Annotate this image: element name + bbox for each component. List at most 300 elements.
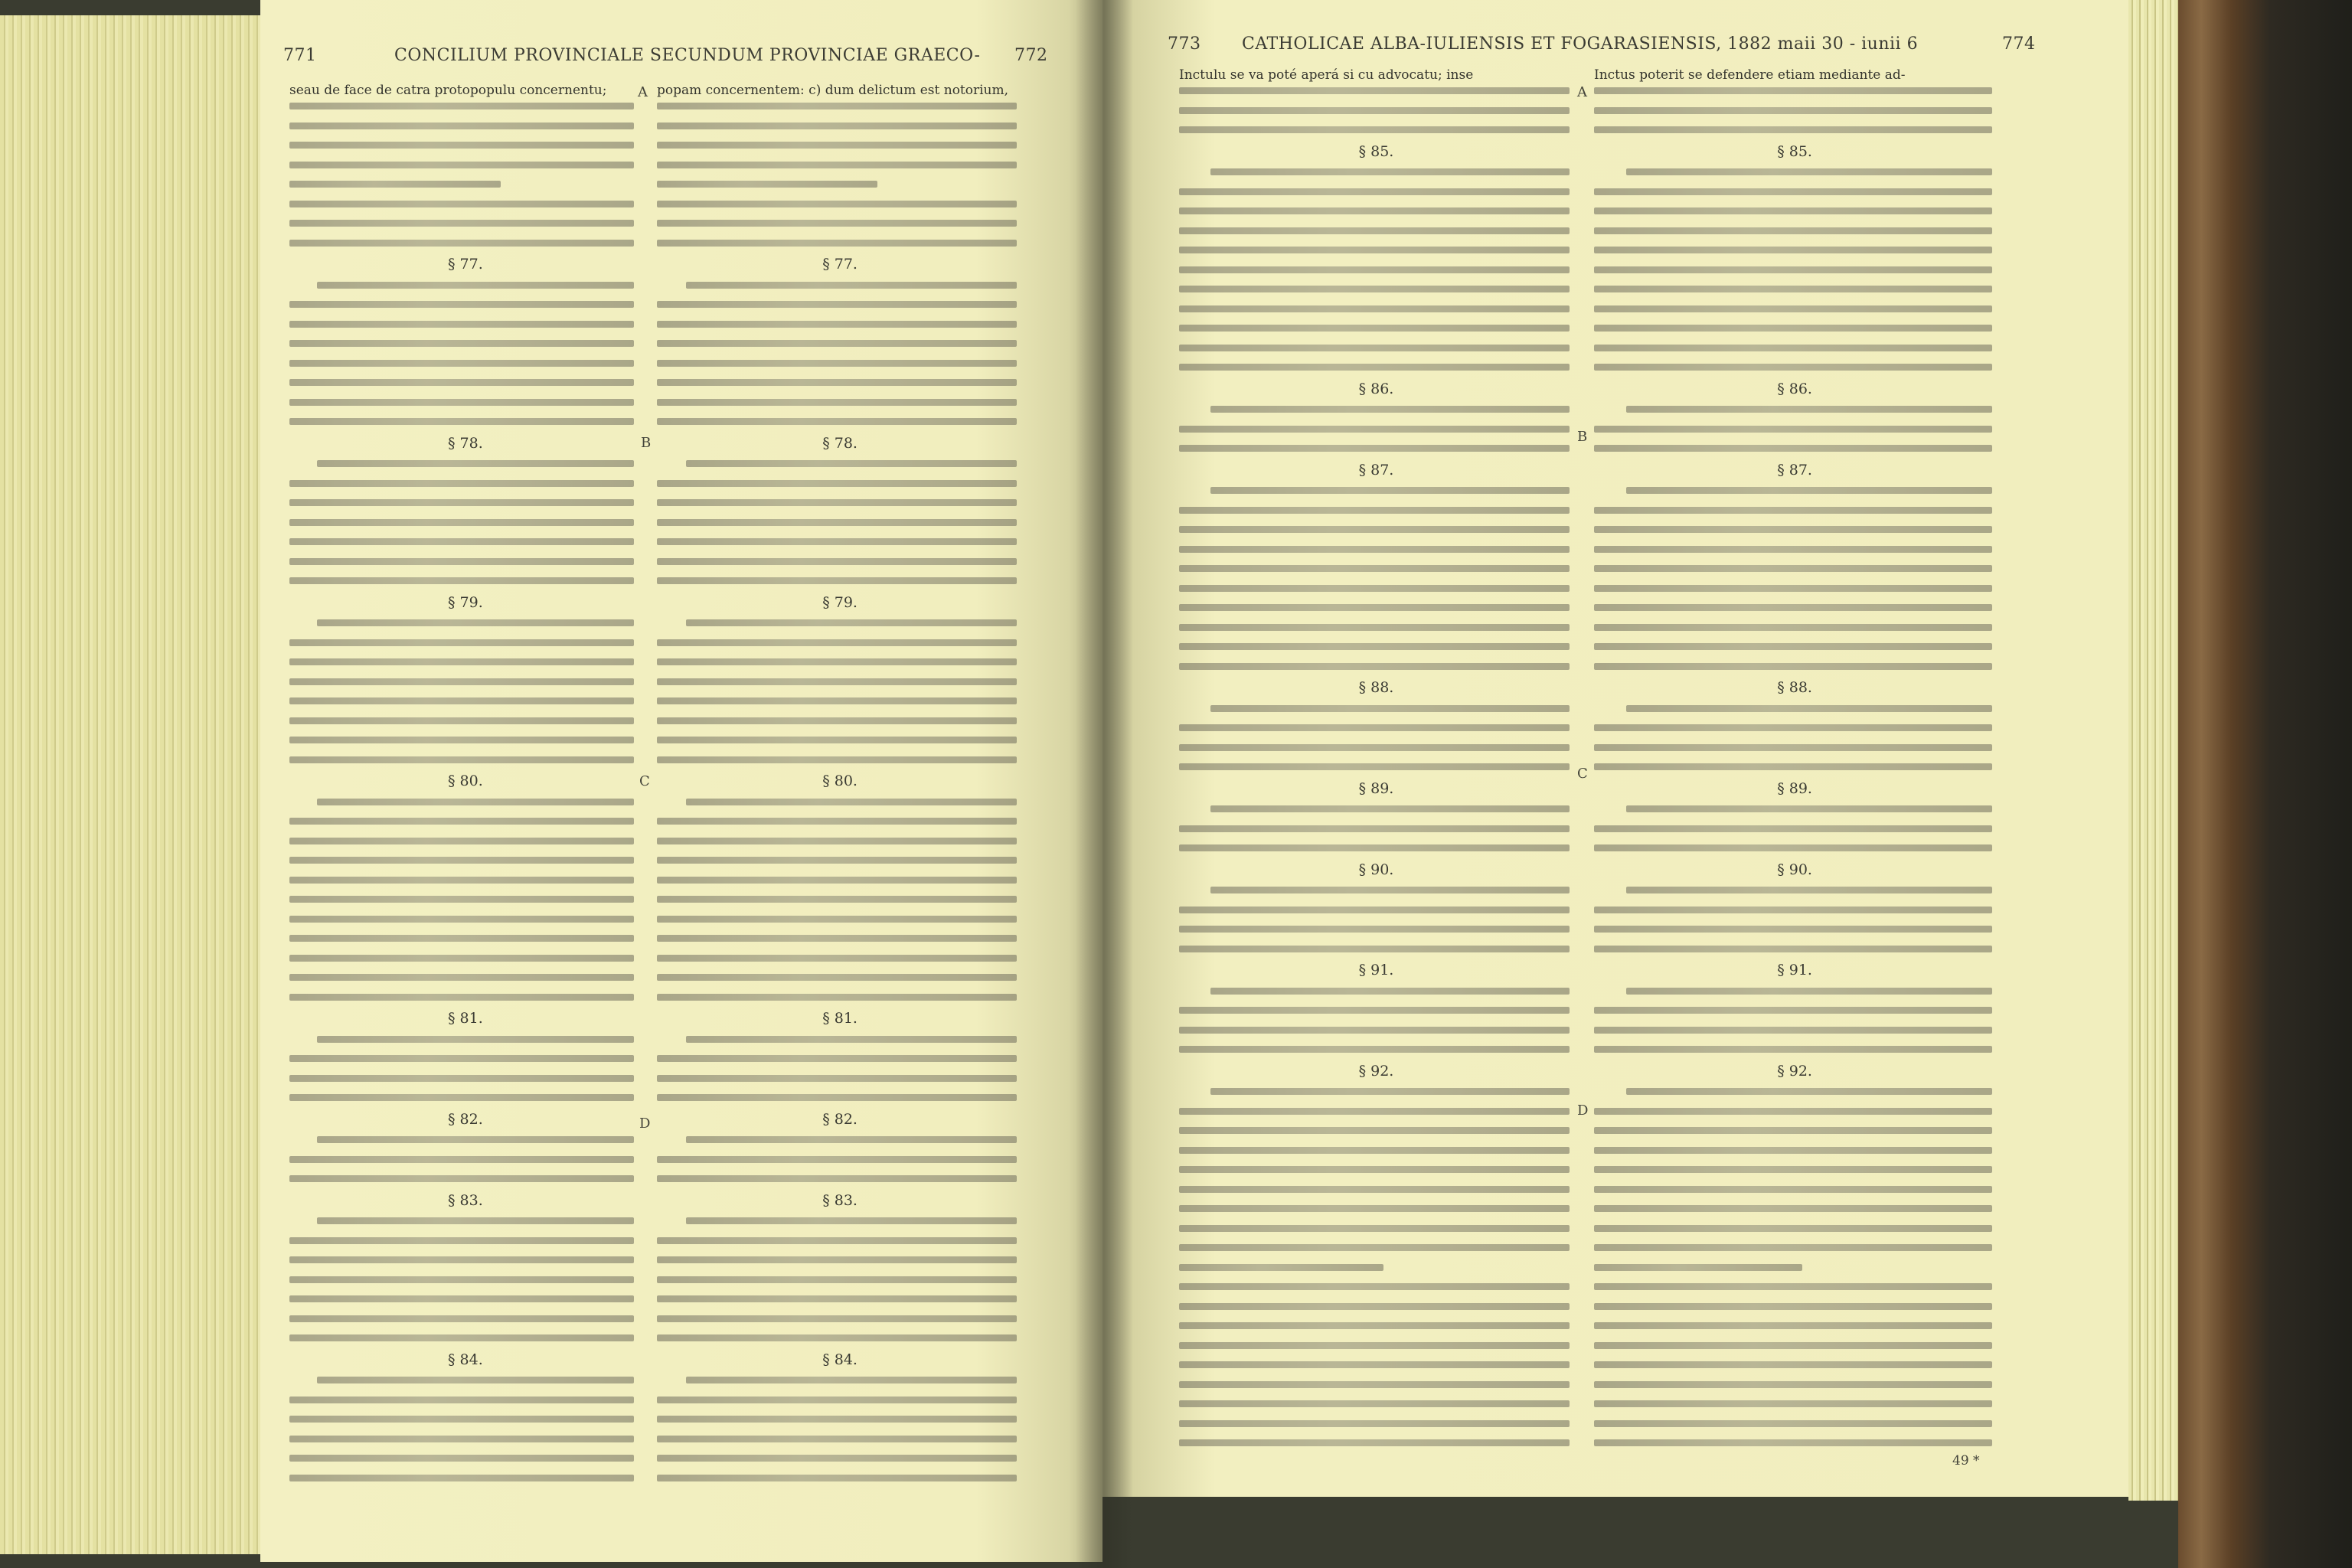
footnote-mark: 49 * [1952, 1453, 1980, 1468]
text-line [289, 399, 634, 406]
text-line [317, 619, 634, 626]
text-line [289, 301, 634, 308]
text-line [1179, 325, 1570, 332]
text-line [289, 379, 634, 386]
text-line [657, 974, 1017, 981]
text-line [1210, 887, 1570, 893]
text-line [1179, 1205, 1570, 1212]
romanian-column [289, 83, 634, 1499]
text-line [657, 538, 1017, 545]
running-header: CATHOLICAE ALBA-IULIENSIS ET FOGARASIENSIS, 1882 maii 30 - iunii 6 [1242, 34, 1919, 54]
section-heading: § 91. [1358, 962, 1394, 978]
text-line [1210, 988, 1570, 995]
text-line [1594, 1303, 1992, 1310]
text-line [289, 756, 634, 763]
text-line [1179, 1147, 1570, 1154]
page-number: 772 [1014, 46, 1048, 65]
text-line [1594, 126, 1992, 133]
text-line [289, 122, 634, 129]
text-line [1594, 426, 1992, 433]
text-line [1179, 1264, 1383, 1271]
section-heading: § 80. [448, 773, 483, 789]
text-line [1179, 1342, 1570, 1349]
text-line [657, 1055, 1017, 1062]
text-line [1210, 805, 1570, 812]
text-line [1626, 1088, 1992, 1095]
text-line [1626, 168, 1992, 175]
text-line [657, 916, 1017, 923]
text-line [1594, 1244, 1992, 1251]
section-heading: § 77. [822, 256, 858, 273]
section-heading: § 84. [822, 1351, 858, 1368]
text-line [1594, 247, 1992, 253]
text-line [1179, 247, 1570, 253]
page-number: 773 [1168, 34, 1201, 54]
text-line [289, 896, 634, 903]
text-line [289, 717, 634, 724]
text-line [686, 1217, 1017, 1224]
text-line [657, 1156, 1017, 1163]
text-line [657, 1175, 1017, 1182]
text-line [1594, 286, 1992, 292]
text-line [1594, 507, 1992, 514]
book-cover-edge [2178, 0, 2352, 1568]
section-heading: § 92. [1777, 1062, 1812, 1080]
romanian-column [1179, 67, 1570, 1484]
text-line [1594, 305, 1992, 312]
margin-letter: B [641, 435, 652, 451]
latin-column [1594, 67, 1992, 1484]
text-line [1210, 168, 1570, 175]
text-line [1179, 546, 1570, 553]
margin-letter: D [1577, 1102, 1589, 1119]
text-line [657, 519, 1017, 526]
text-line [1594, 1439, 1992, 1446]
text-line [1179, 1439, 1570, 1446]
section-heading: § 85. [1358, 142, 1394, 160]
text-line [657, 1276, 1017, 1283]
text-line [289, 1276, 634, 1283]
text-line [657, 122, 1017, 129]
text-line [289, 321, 634, 328]
text-line [657, 896, 1017, 903]
text-line [289, 201, 634, 207]
text-line [1179, 364, 1570, 371]
first-line: Inctus poterit se defendere etiam mediante ad- [1594, 67, 1906, 83]
text-line [657, 678, 1017, 685]
text-line [657, 162, 1017, 168]
text-line [1179, 1225, 1570, 1232]
text-line [1594, 1147, 1992, 1154]
text-line [657, 994, 1017, 1001]
section-heading: § 83. [448, 1191, 483, 1209]
text-line [1179, 1166, 1570, 1173]
text-line [1594, 1166, 1992, 1173]
section-heading: § 88. [1358, 679, 1394, 696]
text-line [657, 103, 1017, 109]
text-line [1626, 487, 1992, 494]
text-line [289, 916, 634, 923]
text-line [657, 1455, 1017, 1462]
text-line [289, 142, 634, 149]
text-line [1594, 227, 1992, 234]
text-line [1179, 604, 1570, 611]
text-line [1594, 364, 1992, 371]
text-line [289, 360, 634, 367]
text-line [1594, 1420, 1992, 1427]
text-line [1594, 266, 1992, 273]
section-heading: § 92. [1358, 1062, 1394, 1080]
text-line [1179, 825, 1570, 832]
text-line [289, 1436, 634, 1442]
text-line [1179, 507, 1570, 514]
section-heading: § 85. [1777, 142, 1812, 160]
section-heading: § 88. [1777, 679, 1812, 696]
text-line [289, 519, 634, 526]
text-line [1594, 87, 1992, 94]
text-line [657, 340, 1017, 347]
text-line [289, 103, 634, 109]
text-line [1594, 1322, 1992, 1329]
text-line [289, 1156, 634, 1163]
text-line [1594, 844, 1992, 851]
text-line [317, 1377, 634, 1383]
text-line [289, 974, 634, 981]
text-line [1594, 1264, 1802, 1271]
text-line [686, 1136, 1017, 1143]
text-line [657, 717, 1017, 724]
text-line [1626, 988, 1992, 995]
text-line [317, 1217, 634, 1224]
text-line [657, 1075, 1017, 1082]
text-line [1210, 1088, 1570, 1095]
margin-letter: A [1577, 84, 1587, 100]
text-line [317, 460, 634, 467]
text-line [289, 162, 634, 168]
text-line [289, 558, 634, 565]
text-line [289, 577, 634, 584]
section-heading: § 90. [1358, 861, 1394, 878]
text-line [289, 1315, 634, 1322]
text-line [1594, 207, 1992, 214]
text-line [1179, 1007, 1570, 1014]
text-line [1179, 207, 1570, 214]
text-line [1179, 1244, 1570, 1251]
text-line [317, 1136, 634, 1143]
text-line [317, 799, 634, 805]
section-heading: § 79. [448, 593, 483, 611]
text-line [289, 658, 634, 665]
text-line [1594, 1205, 1992, 1212]
text-line [1626, 406, 1992, 413]
text-line [1179, 844, 1570, 851]
text-line [1594, 1127, 1992, 1134]
margin-letter: C [1577, 766, 1588, 782]
text-line [289, 838, 634, 844]
section-heading: § 86. [1777, 380, 1812, 397]
left-page [260, 0, 1102, 1562]
text-line [1594, 825, 1992, 832]
text-line [657, 399, 1017, 406]
left-page-stack [0, 15, 260, 1554]
text-line [657, 142, 1017, 149]
text-line [1594, 325, 1992, 332]
text-line [657, 838, 1017, 844]
text-line [1179, 426, 1570, 433]
margin-letter: C [639, 773, 650, 789]
text-line [657, 1475, 1017, 1481]
text-line [657, 877, 1017, 884]
section-heading: § 81. [822, 1010, 858, 1027]
text-line [1594, 1361, 1992, 1368]
text-line [657, 737, 1017, 743]
section-heading: § 91. [1777, 962, 1812, 978]
page-number: 771 [283, 46, 317, 65]
text-line [1594, 1027, 1992, 1034]
text-line [1594, 1007, 1992, 1014]
text-line [1594, 1108, 1992, 1115]
text-line [289, 877, 634, 884]
text-line [1179, 926, 1570, 933]
margin-letter: B [1577, 429, 1588, 445]
text-line [289, 955, 634, 962]
text-line [1594, 624, 1992, 631]
text-line [1626, 805, 1992, 812]
text-line [657, 955, 1017, 962]
text-line [1179, 1400, 1570, 1407]
text-line [1179, 1127, 1570, 1134]
text-line [289, 480, 634, 487]
text-line [686, 1036, 1017, 1043]
text-line [1179, 744, 1570, 751]
right-page-stack [2128, 0, 2178, 1501]
text-line [657, 558, 1017, 565]
text-line [1179, 906, 1570, 913]
text-line [657, 1436, 1017, 1442]
text-line [657, 201, 1017, 207]
text-line [657, 639, 1017, 646]
text-line [1594, 663, 1992, 670]
text-line [1594, 188, 1992, 195]
text-line [1626, 705, 1992, 712]
text-line [289, 1475, 634, 1481]
section-heading: § 79. [822, 593, 858, 611]
text-line [289, 1295, 634, 1302]
text-line [289, 1237, 634, 1244]
section-heading: § 78. [822, 434, 858, 452]
text-line [1594, 763, 1992, 770]
first-line: popam concernentem: c) dum delictum est notorium, [657, 83, 1009, 98]
section-heading: § 90. [1777, 861, 1812, 878]
text-line [657, 756, 1017, 763]
text-line [289, 857, 634, 864]
text-line [1179, 1186, 1570, 1193]
text-line [657, 697, 1017, 704]
margin-letter: A [638, 84, 648, 100]
text-line [1179, 663, 1570, 670]
text-line [1179, 227, 1570, 234]
text-line [289, 181, 501, 188]
text-line [1179, 724, 1570, 731]
text-line [657, 577, 1017, 584]
text-line [1179, 1420, 1570, 1427]
text-line [1594, 744, 1992, 751]
text-line [1179, 565, 1570, 572]
text-line [657, 220, 1017, 227]
section-heading: § 87. [1358, 461, 1394, 479]
text-line [289, 1416, 634, 1423]
text-line [317, 282, 634, 289]
text-line [1594, 1225, 1992, 1232]
latin-column [657, 83, 1017, 1499]
text-line [289, 220, 634, 227]
text-line [1179, 1283, 1570, 1290]
text-line [1179, 1322, 1570, 1329]
text-line [686, 282, 1017, 289]
text-line [1179, 126, 1570, 133]
text-line [289, 1094, 634, 1101]
text-line [1179, 585, 1570, 592]
text-line [657, 360, 1017, 367]
section-heading: § 82. [448, 1110, 483, 1128]
text-line [657, 1256, 1017, 1263]
text-line [1594, 565, 1992, 572]
running-header: CONCILIUM PROVINCIALE SECUNDUM PROVINCIAE GRAECO- [394, 46, 981, 65]
section-heading: § 80. [822, 773, 858, 789]
text-line [1210, 487, 1570, 494]
text-line [289, 538, 634, 545]
text-line [1594, 585, 1992, 592]
text-line [1179, 1046, 1570, 1053]
text-line [1179, 1108, 1570, 1115]
text-line [1179, 526, 1570, 533]
text-line [1179, 305, 1570, 312]
section-heading: § 77. [448, 256, 483, 273]
section-heading: § 84. [448, 1351, 483, 1368]
text-line [289, 418, 634, 425]
text-line [1594, 1283, 1992, 1290]
text-line [657, 658, 1017, 665]
text-line [657, 1237, 1017, 1244]
text-line [289, 935, 634, 942]
text-line [1594, 906, 1992, 913]
text-line [1179, 624, 1570, 631]
text-line [289, 1075, 634, 1082]
text-line [657, 857, 1017, 864]
text-line [657, 301, 1017, 308]
text-line [289, 697, 634, 704]
text-line [1594, 107, 1992, 114]
text-line [1594, 946, 1992, 952]
gutter-shadow [1076, 0, 1133, 1568]
text-line [289, 340, 634, 347]
section-heading: § 89. [1358, 779, 1394, 797]
text-line [1179, 87, 1570, 94]
text-line [1179, 266, 1570, 273]
right-page [1102, 0, 2128, 1497]
text-line [1594, 445, 1992, 452]
section-heading: § 83. [822, 1191, 858, 1209]
text-line [289, 639, 634, 646]
text-line [686, 1377, 1017, 1383]
text-line [1594, 1186, 1992, 1193]
text-line [1179, 445, 1570, 452]
text-line [289, 678, 634, 685]
text-line [289, 818, 634, 825]
text-line [657, 240, 1017, 247]
section-heading: § 89. [1777, 779, 1812, 797]
text-line [289, 1455, 634, 1462]
page-number: 774 [2002, 34, 2036, 54]
first-line: Inctulu se va poté aperá si cu advocatu; inse [1179, 67, 1474, 83]
text-line [289, 1256, 634, 1263]
text-line [1594, 526, 1992, 533]
text-line [1179, 286, 1570, 292]
text-line [657, 321, 1017, 328]
text-line [289, 737, 634, 743]
text-line [657, 181, 877, 188]
text-line [1179, 1027, 1570, 1034]
text-line [289, 1055, 634, 1062]
text-line [1179, 1361, 1570, 1368]
text-line [1179, 1381, 1570, 1388]
text-line [1594, 724, 1992, 731]
text-line [1594, 1046, 1992, 1053]
text-line [1594, 345, 1992, 351]
text-line [1594, 1381, 1992, 1388]
text-line [289, 994, 634, 1001]
text-line [657, 1416, 1017, 1423]
text-line [1626, 887, 1992, 893]
text-line [1594, 926, 1992, 933]
text-line [1210, 705, 1570, 712]
section-heading: § 86. [1358, 380, 1394, 397]
text-line [1594, 604, 1992, 611]
text-line [1179, 1303, 1570, 1310]
text-line [1594, 1342, 1992, 1349]
text-line [657, 418, 1017, 425]
text-line [657, 1295, 1017, 1302]
text-line [657, 1315, 1017, 1322]
text-line [657, 1396, 1017, 1403]
text-line [657, 818, 1017, 825]
text-line [1594, 1400, 1992, 1407]
text-line [289, 499, 634, 506]
text-line [289, 1334, 634, 1341]
text-line [1594, 643, 1992, 650]
text-line [657, 935, 1017, 942]
section-heading: § 87. [1777, 461, 1812, 479]
text-line [1210, 406, 1570, 413]
text-line [1179, 107, 1570, 114]
text-line [657, 379, 1017, 386]
text-line [657, 499, 1017, 506]
text-line [289, 240, 634, 247]
text-line [657, 1334, 1017, 1341]
section-heading: § 78. [448, 434, 483, 452]
text-line [686, 799, 1017, 805]
text-line [289, 1175, 634, 1182]
section-heading: § 82. [822, 1110, 858, 1128]
margin-letter: D [639, 1116, 651, 1132]
text-line [1179, 188, 1570, 195]
text-line [317, 1036, 634, 1043]
text-line [1179, 643, 1570, 650]
text-line [1594, 546, 1992, 553]
text-line [686, 460, 1017, 467]
text-line [1179, 946, 1570, 952]
first-line: seau de face de catra protopopulu concernentu; [289, 83, 607, 98]
